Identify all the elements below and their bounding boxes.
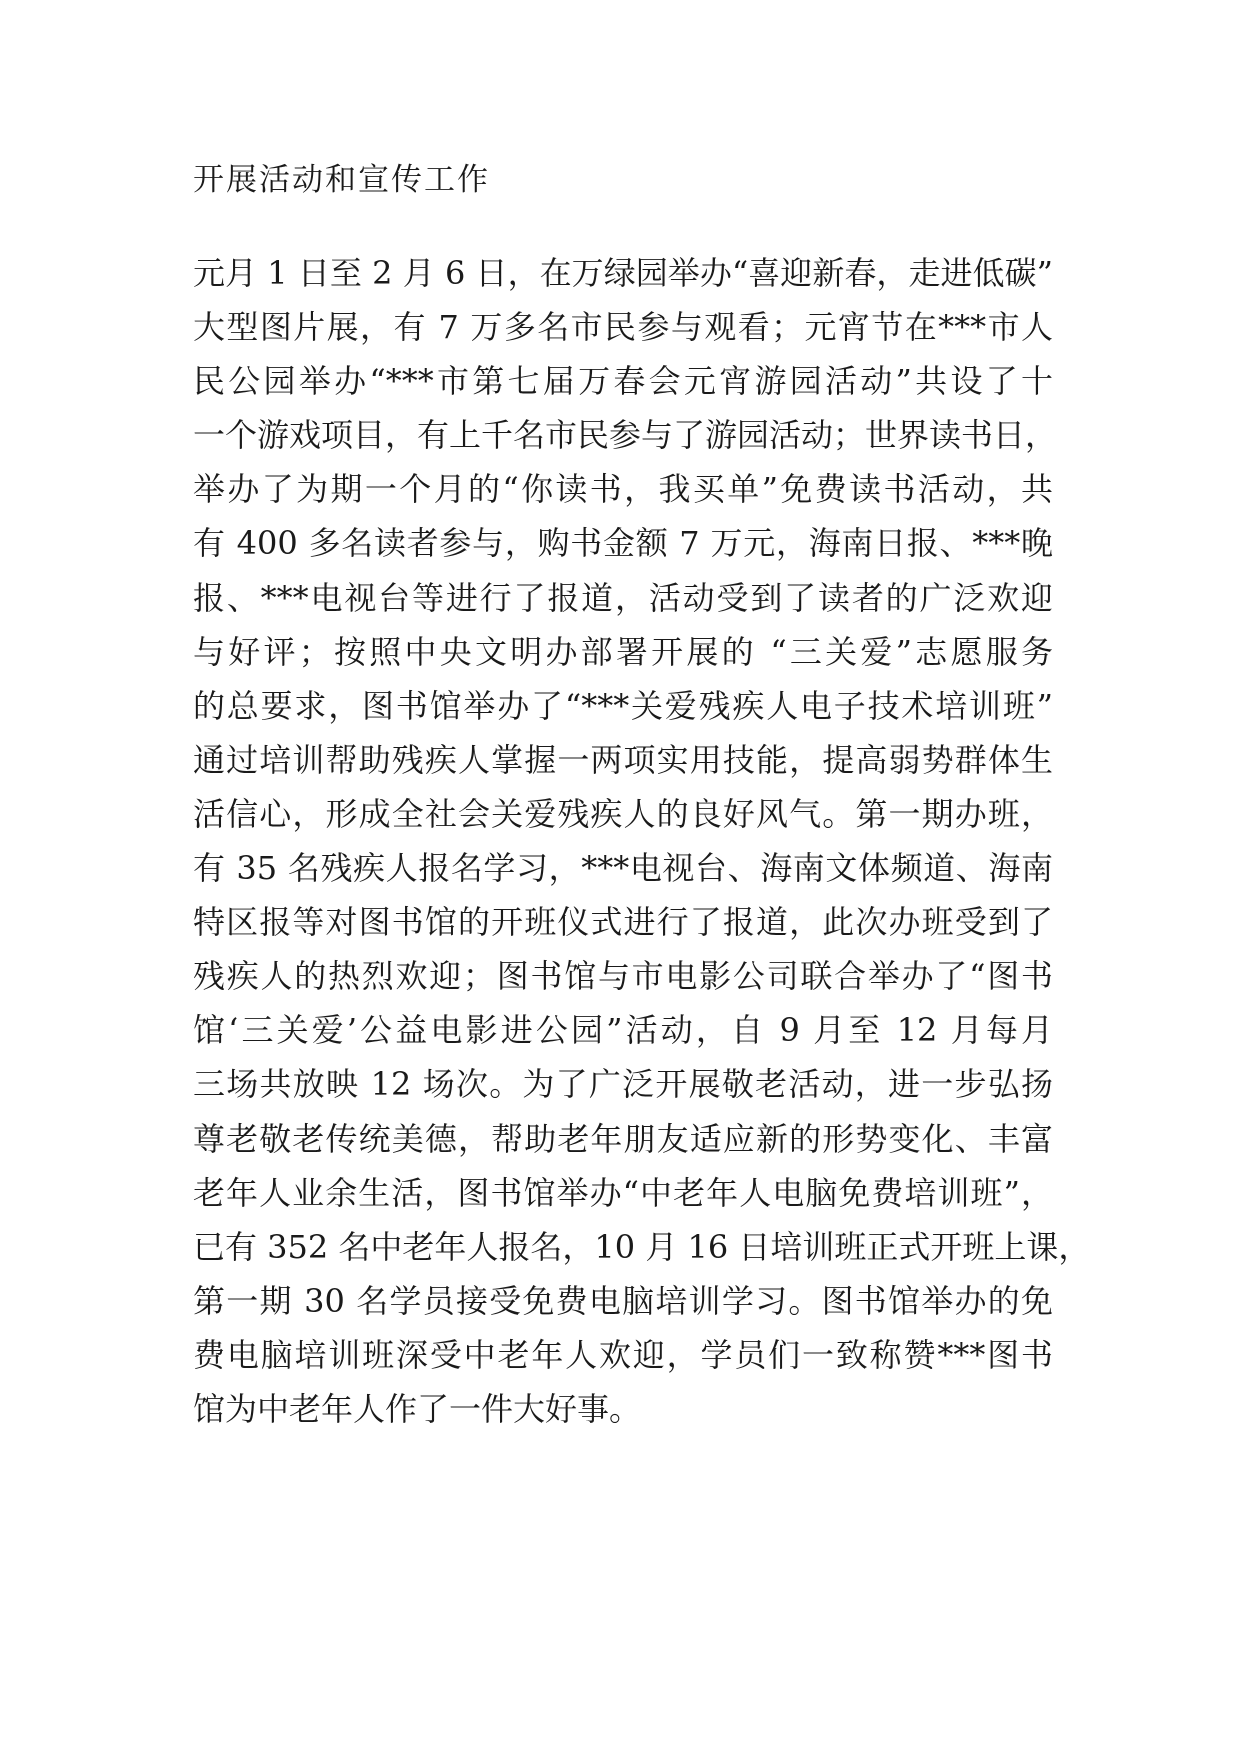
paragraph-line: 一个游戏项目，有上千名市民参与了游园活动；世界读书日， [193, 416, 1058, 455]
paragraph-line: 活信心，形成全社会关爱残疾人的良好风气。第一期办班， [193, 794, 1053, 833]
paragraph-line: 报、***电视台等进行了报道，活动受到了读者的广泛欢迎 [193, 578, 1053, 617]
paragraph-line: 馆‘三关爱’公益电影进公园”活动，自 9 月至 12 月每月 [193, 1011, 1053, 1050]
paragraph-line: 的总要求，图书馆举办了“***关爱残疾人电子技术培训班” [193, 686, 1053, 725]
paragraph-line: 元月 1 日至 2 月 6 日，在万绿园举办“喜迎新春，走进低碳” [193, 254, 1053, 292]
paragraph-line: 费电脑培训班深受中老年人欢迎，学员们一致称赞***图书 [193, 1335, 1053, 1374]
paragraph-line: 大型图片展，有 7 万多名市民参与观看；元宵节在***市人 [193, 308, 1053, 347]
paragraph-line: 与好评；按照中央文明办部署开展的 “三关爱”志愿服务 [193, 632, 1053, 671]
paragraph-line: 第一期 30 名学员接受免费电脑培训学习。图书馆举办的免 [193, 1281, 1053, 1320]
paragraph-line: 馆为中老年人作了一件大好事。 [193, 1389, 642, 1428]
paragraph-line: 尊老敬老传统美德，帮助老年朋友适应新的形势变化、丰富 [193, 1119, 1053, 1158]
paragraph-line: 通过培训帮助残疾人掌握一两项实用技能，提高弱势群体生 [193, 740, 1053, 779]
section-heading: 开展活动和宣传工作 [193, 162, 490, 198]
paragraph-line: 老年人业余生活，图书馆举办“中老年人电脑免费培训班”， [193, 1173, 1053, 1212]
body-paragraph [193, 246, 1091, 1436]
paragraph-line: 残疾人的热烈欢迎；图书馆与市电影公司联合举办了“图书 [193, 957, 1053, 996]
paragraph-line: 民公园举办“***市第七届万春会元宵游园活动”共设了十 [193, 362, 1053, 401]
paragraph-line: 举办了为期一个月的“你读书，我买单”免费读书活动，共 [193, 470, 1053, 509]
paragraph-line: 有 400 多名读者参与，购书金额 7 万元，海南日报、***晚 [193, 524, 1053, 563]
paragraph-line: 已有 352 名中老年人报名，10 月 16 日培训班正式开班上课， [193, 1227, 1091, 1266]
paragraph-line: 有 35 名残疾人报名学习，***电视台、海南文体频道、海南 [193, 849, 1053, 888]
paragraph-line: 特区报等对图书馆的开班仪式进行了报道，此次办班受到了 [193, 903, 1053, 942]
paragraph-line: 三场共放映 12 场次。为了广泛开展敬老活动，进一步弘扬 [193, 1065, 1053, 1104]
